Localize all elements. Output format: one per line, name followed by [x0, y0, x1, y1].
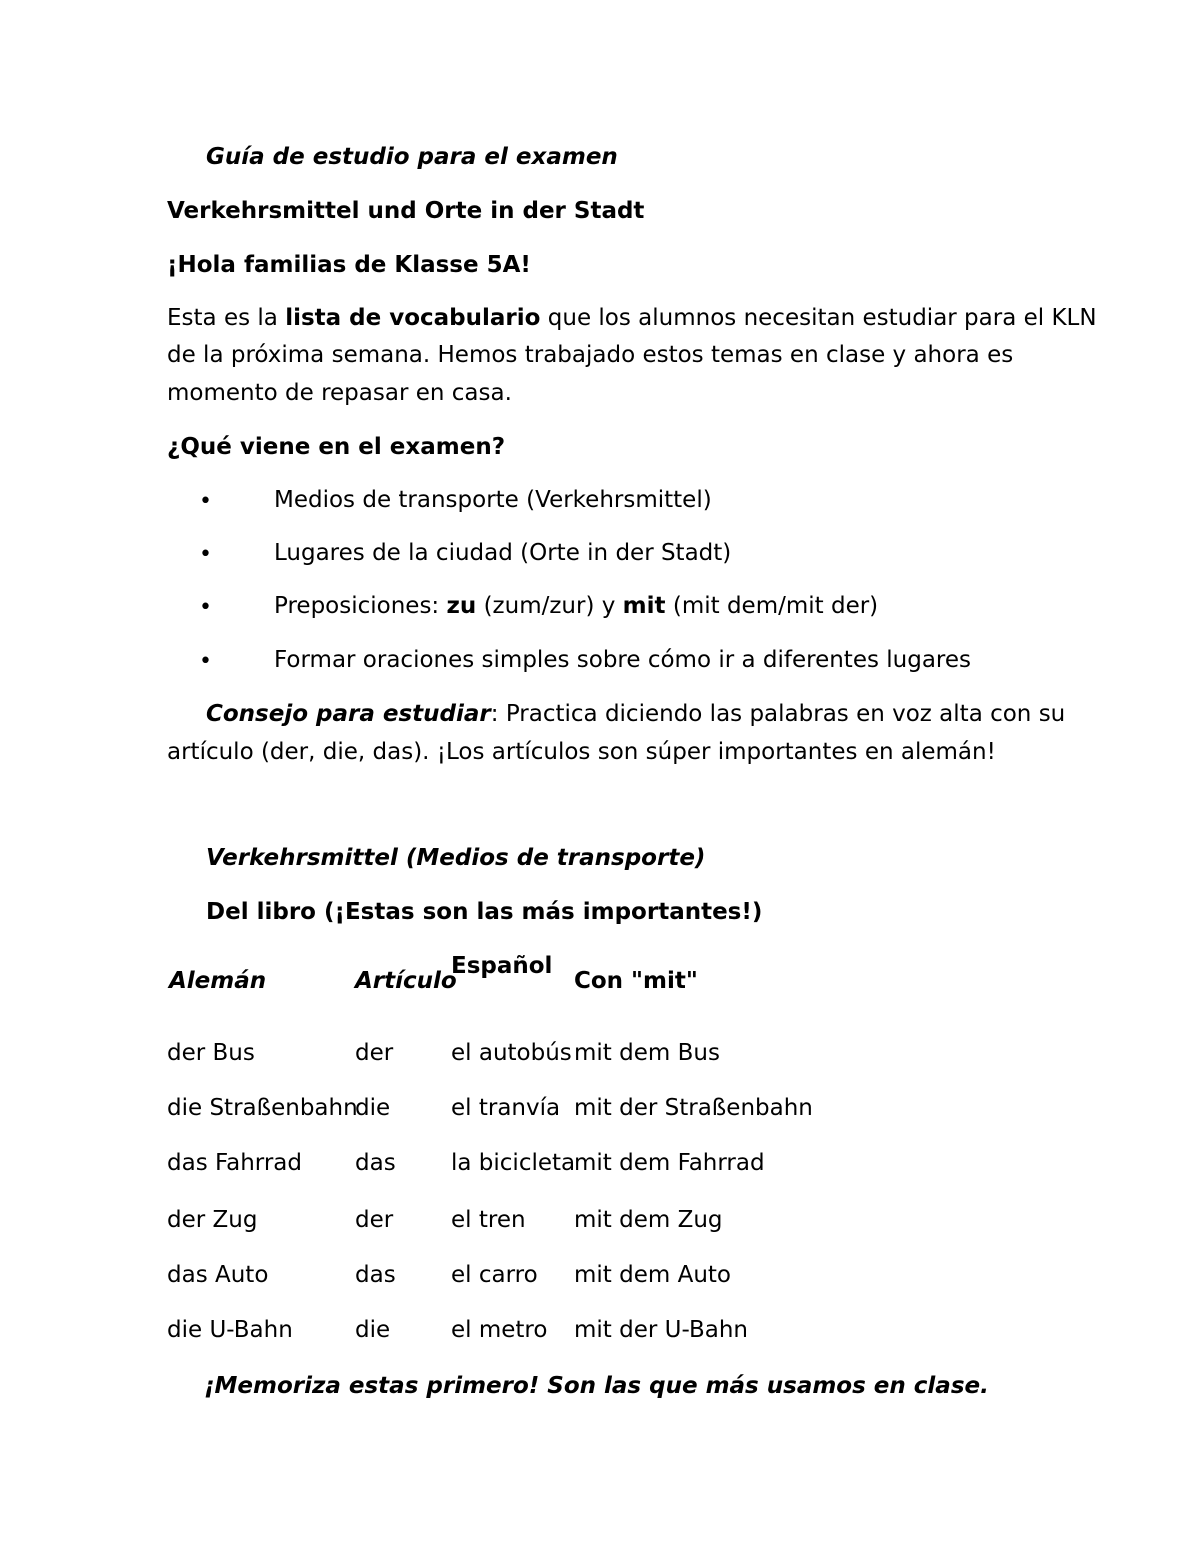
greeting: ¡Hola familias de Klasse 5A!	[167, 252, 531, 278]
table-cell: mit dem Bus	[574, 1040, 720, 1066]
bullet-icon: •	[199, 489, 212, 514]
exam-heading: ¿Qué viene en el examen?	[167, 434, 506, 460]
study-tip-line-2: artículo (der, die, das). ¡Los artículos son súper importantes en alemán!	[167, 739, 996, 765]
exam-item-text: (zum/zur) y	[476, 593, 623, 619]
table-cell: der Zug	[167, 1207, 258, 1233]
subtitle: Verkehrsmittel und Orte in der Stadt	[167, 198, 645, 224]
bullet-icon: •	[199, 649, 212, 674]
exam-item: Medios de transporte (Verkehrsmittel)	[274, 487, 712, 513]
column-header: Artículo	[355, 968, 457, 994]
preposition-mit: mit	[622, 593, 666, 619]
table-cell: die	[355, 1317, 391, 1343]
column-header: Con "mit"	[574, 968, 698, 994]
table-cell: mit dem Auto	[574, 1262, 731, 1288]
table-cell: das Auto	[167, 1262, 269, 1288]
table-cell: mit der Straßenbahn	[574, 1095, 813, 1121]
exam-item	[274, 595, 878, 618]
table-cell: mit der U-Bahn	[574, 1317, 748, 1343]
exam-item: Lugares de la ciudad (Orte in der Stadt)	[274, 540, 732, 566]
intro-line-1	[167, 307, 1097, 330]
table-cell: die	[355, 1095, 391, 1121]
intro-line-3: momento de repasar en casa.	[167, 380, 512, 406]
bullet-icon: •	[199, 595, 212, 620]
column-header: Alemán	[169, 968, 267, 994]
transport-heading: Verkehrsmittel (Medios de transporte)	[206, 845, 706, 871]
table-cell: el metro	[451, 1317, 548, 1343]
exam-item: Formar oraciones simples sobre cómo ir a diferentes lugares	[274, 647, 972, 673]
table-cell: der Bus	[167, 1040, 255, 1066]
memorize-note: ¡Memoriza estas primero! Son las que más usamos en clase.	[204, 1373, 989, 1399]
table-cell: das	[355, 1150, 396, 1176]
bullet-icon: •	[199, 542, 212, 567]
intro-text: que los alumnos necesitan estudiar para el KLN	[540, 305, 1097, 331]
vocab-list-emphasis: lista de vocabulario	[285, 305, 541, 331]
table-cell: el tranvía	[451, 1095, 561, 1121]
table-cell: die Straßenbahn	[167, 1095, 358, 1121]
intro-line-2: de la próxima semana. Hemos trabajado estos temas en clase y ahora es	[167, 342, 1014, 368]
study-tip-text: : Practica diciendo las palabras en voz alta con su	[490, 701, 1066, 727]
table-cell: el autobús	[451, 1040, 572, 1066]
table-cell: la bicicleta	[451, 1150, 576, 1176]
table-cell: das Fahrrad	[167, 1150, 302, 1176]
page-title: Guía de estudio para el examen	[206, 144, 618, 170]
exam-item-text: Preposiciones:	[274, 593, 447, 619]
table-cell: der	[355, 1207, 394, 1233]
transport-subheading: Del libro (¡Estas son las más importantes!)	[206, 899, 763, 925]
table-cell: mit dem Fahrrad	[574, 1150, 765, 1176]
study-tip-label: Consejo para estudiar	[206, 701, 491, 727]
column-header: Español	[451, 953, 553, 979]
study-tip-line-1	[206, 703, 1065, 726]
exam-item-text: (mit dem/mit der)	[665, 593, 879, 619]
table-cell: die U-Bahn	[167, 1317, 293, 1343]
table-cell: das	[355, 1262, 396, 1288]
table-cell: el tren	[451, 1207, 526, 1233]
intro-text: Esta es la	[167, 305, 286, 331]
preposition-zu: zu	[446, 593, 477, 619]
table-cell: mit dem Zug	[574, 1207, 723, 1233]
table-cell: der	[355, 1040, 394, 1066]
table-cell: el carro	[451, 1262, 538, 1288]
